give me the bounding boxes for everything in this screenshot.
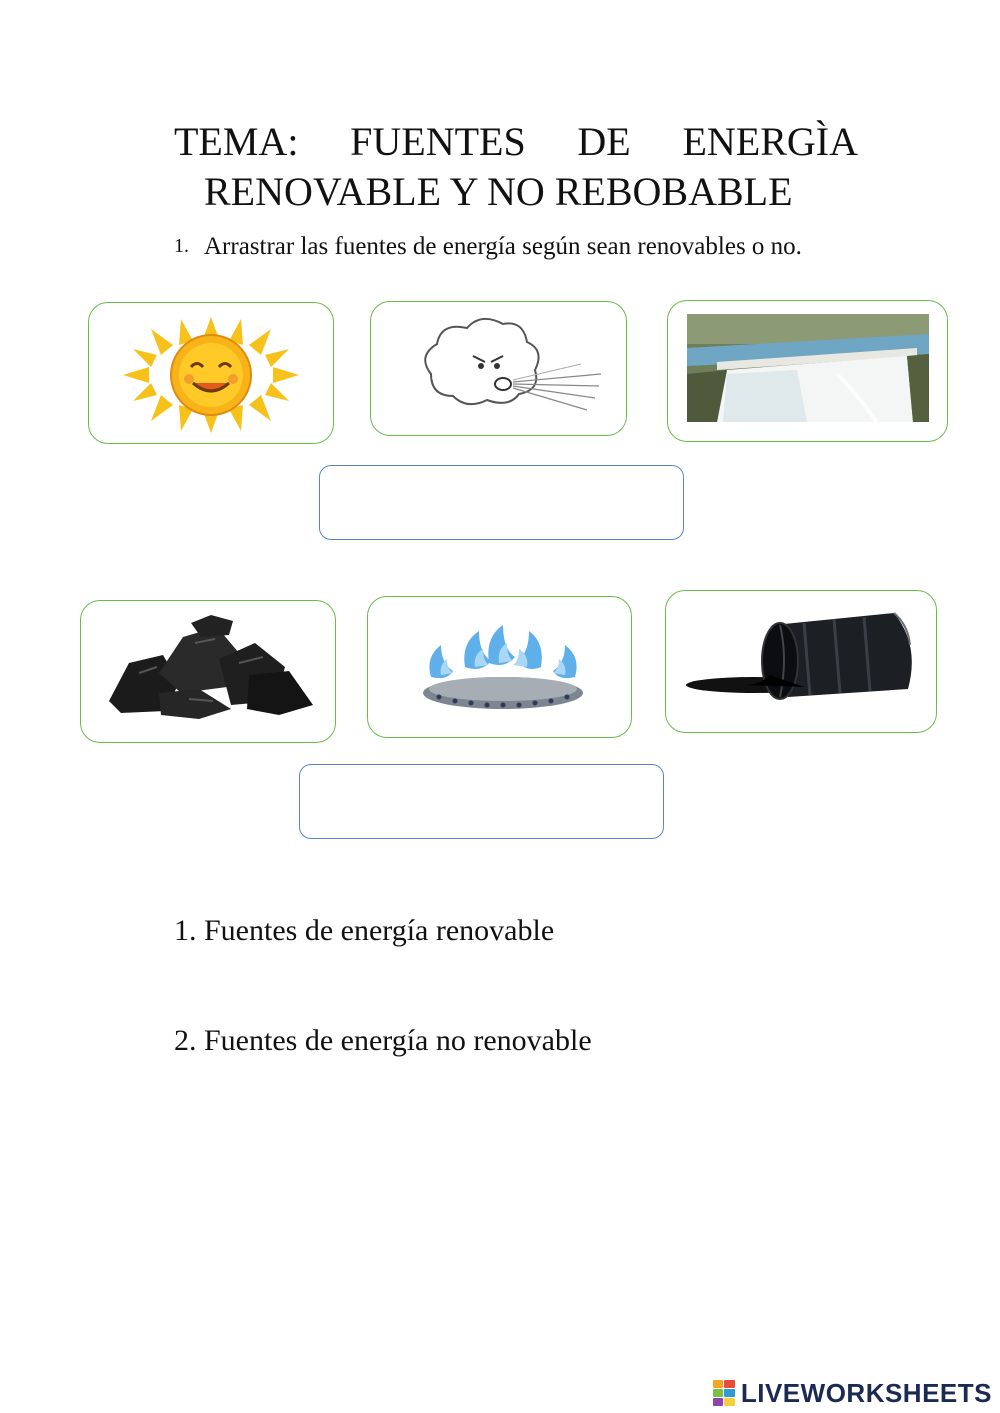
answer-number: 2. <box>174 1024 197 1057</box>
brand-name: LIVEWORKSHEETS <box>740 1377 992 1408</box>
drop-zone-no-renovable[interactable] <box>299 764 664 839</box>
coal-icon <box>99 613 319 723</box>
draggable-card-oil[interactable] <box>665 590 937 733</box>
title-word: TEMA: <box>174 119 299 164</box>
wind-icon <box>411 314 611 424</box>
oil-barrel-icon <box>684 605 924 715</box>
draggable-card-wind[interactable] <box>370 301 627 436</box>
page-title-line-2: RENOVABLE Y NO REBOBABLE <box>204 169 793 214</box>
instruction-number: 1. <box>174 235 189 257</box>
sun-icon <box>111 315 311 435</box>
title-word: ENERGÌA <box>682 119 858 164</box>
answer-label: Fuentes de energía no renovable <box>204 1024 592 1057</box>
draggable-card-sun[interactable] <box>88 302 334 444</box>
answer-item-renovable <box>174 913 874 949</box>
brand-footer <box>713 1375 992 1411</box>
draggable-card-hydro[interactable] <box>667 300 948 442</box>
title-word: FUENTES <box>350 119 526 164</box>
gas-burner-icon <box>403 617 603 727</box>
liveworksheets-logo-icon <box>713 1380 735 1406</box>
draggable-card-coal[interactable] <box>80 600 336 743</box>
hydroelectric-dam-icon <box>687 314 929 422</box>
drop-zone-renovable[interactable] <box>319 465 684 540</box>
title-word: DE <box>577 119 631 164</box>
instruction-text: Arrastrar las fuentes de energía según sean renovables o no. <box>204 233 802 260</box>
draggable-card-gas[interactable] <box>367 596 632 738</box>
answer-label: Fuentes de energía renovable <box>204 914 555 947</box>
answer-item-no-renovable <box>174 1023 874 1059</box>
instruction <box>174 230 864 263</box>
page-title-line-1 <box>174 118 858 166</box>
answer-number: 1. <box>174 914 197 947</box>
